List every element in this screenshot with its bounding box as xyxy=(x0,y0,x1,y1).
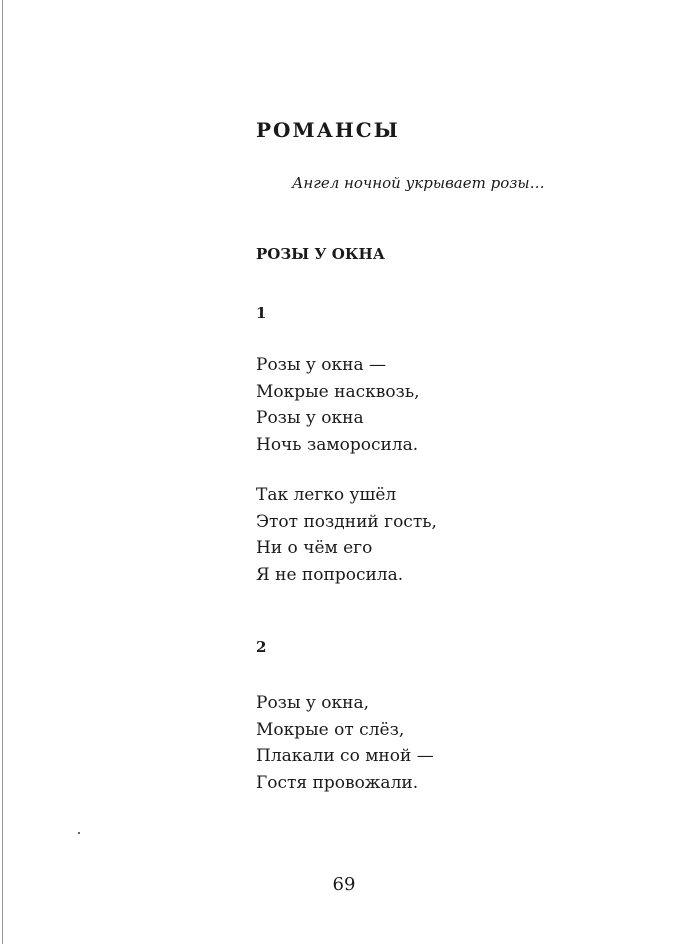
stanza xyxy=(256,690,434,796)
verse-line: Розы у окна xyxy=(256,408,364,428)
verse-line: Розы у окна — xyxy=(256,355,387,375)
page-edge-line xyxy=(2,0,3,944)
stray-dot xyxy=(78,832,80,834)
part-number: 2 xyxy=(256,638,267,656)
stanza xyxy=(256,352,420,458)
verse-line: Гостя провожали. xyxy=(256,772,419,793)
verse-line: Этот поздний гость, xyxy=(256,511,437,532)
verse-line: Розы у окна, xyxy=(256,693,370,713)
page-number: 69 xyxy=(332,874,356,895)
stanza xyxy=(256,482,437,588)
verse-line: Мокрые насквозь, xyxy=(256,381,420,402)
part-number: 1 xyxy=(256,304,267,322)
verse-line: Я не попросила. xyxy=(256,564,404,585)
verse-line: Плакали со мной — xyxy=(256,746,434,766)
verse-line: Ночь заморосила. xyxy=(256,434,419,455)
epigraph: Ангел ночной укрывает розы… xyxy=(292,174,545,192)
verse-line: Мокрые от слёз, xyxy=(256,719,405,740)
section-title: РОМАНСЫ xyxy=(256,118,400,142)
poem-title: РОЗЫ У ОКНА xyxy=(256,245,385,263)
verse-line: Так легко ушёл xyxy=(256,485,397,505)
verse-line: Ни о чём его xyxy=(256,538,373,558)
